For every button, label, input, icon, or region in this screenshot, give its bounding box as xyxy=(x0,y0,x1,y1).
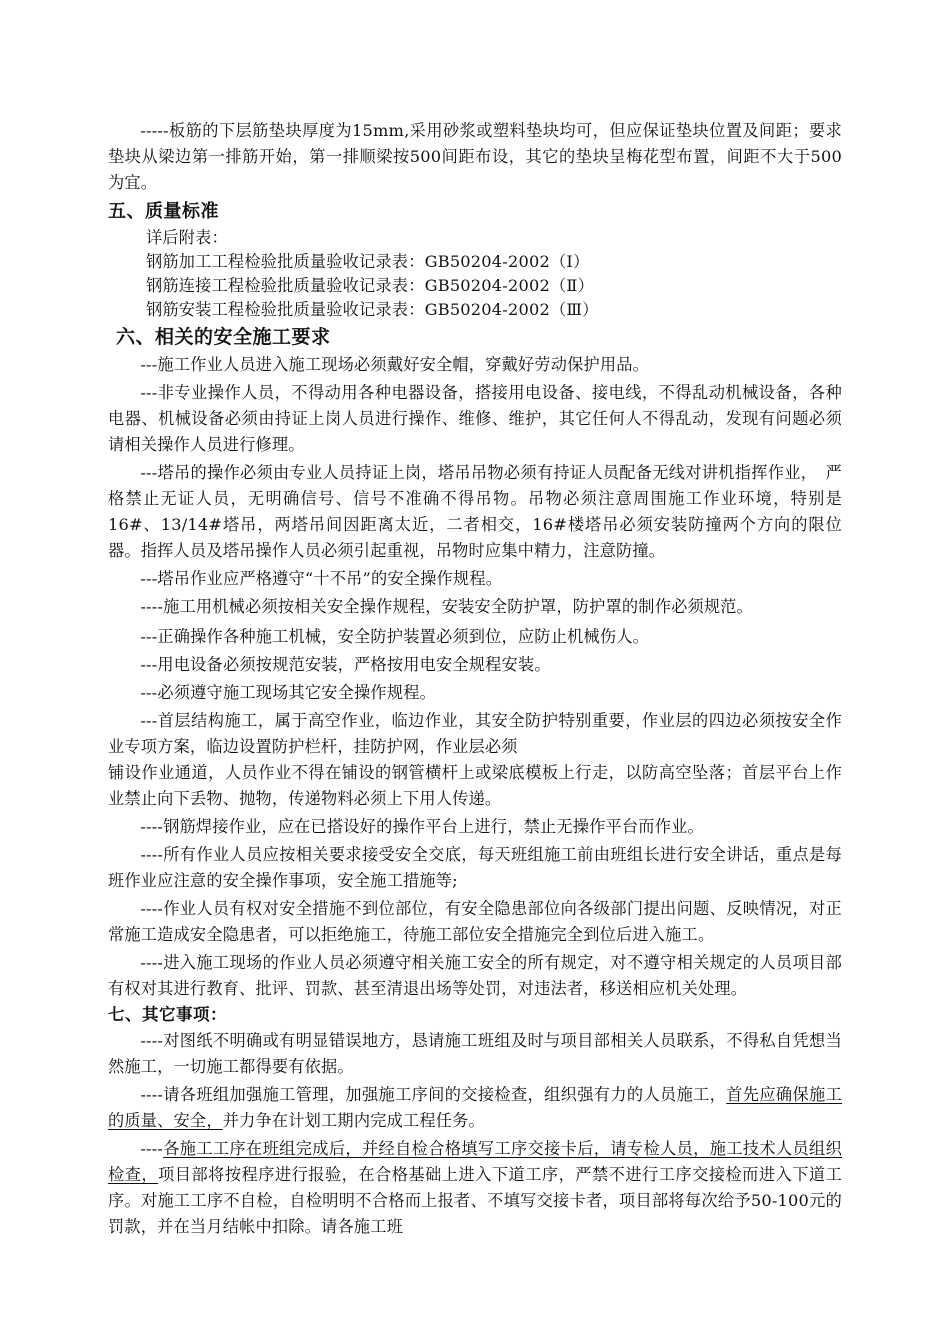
safety-item: ---首层结构施工，属于高空作业，临边作业，其安全防护特别重要，作业层的四边必须按安全作业专项方案，临边设置防护栏杆，挂防护网，作业层必须 xyxy=(108,711,842,756)
safety-item: ----进入施工现场的作业人员必须遵守相关施工安全的所有规定，对不遵守相关规定的人员项目部有权对其进行教育、批评、罚款、甚至清退出场等处罚，对违法者，移送相应机关处理。 xyxy=(108,953,842,998)
safety-item: ---必须遵守施工现场其它安全操作规程。 xyxy=(140,683,436,702)
section-7-heading: 七、其它事项： xyxy=(108,1005,227,1024)
text-span: ----请各班组加强施工管理，加强施工序间的交接检查，组织强有力的人员施工， xyxy=(140,1085,727,1104)
section-5-line: 钢筋安装工程检验批质量验收记录表：GB50204-2002（Ⅲ） xyxy=(146,300,599,319)
other-item-management xyxy=(108,1082,842,1134)
section-5-line: 详后附表： xyxy=(146,228,228,247)
safety-item: ----作业人员有权对安全措施不到位部位，有安全隐患部位向各级部门提出问题、反映情况，对正常施工造成安全隐患者，可以拒绝施工，待施工部位安全措施完全到位后进入施工。 xyxy=(108,899,842,944)
text-span: 并力争在计划工期内完成工程任务。 xyxy=(222,1111,485,1130)
safety-item: ----钢筋焊接作业，应在已搭设好的操作平台上进行，禁止无操作平台而作业。 xyxy=(140,817,704,836)
underlined-text: 各施工工序在班组完成后，并经自检合格填写工序交接卡后，请专检人员，施工技术人员组织检查， xyxy=(108,1139,842,1184)
safety-item-continued: 铺设作业通道，人员作业不得在铺设的钢管横杆上或梁底模板上行走，以防高空坠落；首层平台上作业禁止向下丢物、抛物，传递物料必须上下用人传递。 xyxy=(108,763,842,808)
other-item-drawings: ----对图纸不明确或有明显错误地方，恳请施工班组及时与项目部相关人员联系，不得私自凭想当然施工，一切施工都得要有依据。 xyxy=(108,1031,842,1076)
safety-item: ---施工作业人员进入施工现场必须戴好安全帽，穿戴好劳动保护用品。 xyxy=(140,355,650,374)
safety-item: ---非专业操作人员，不得动用各种电器设备，搭接用电设备、接电线，不得乱动机械设备，各种电器、机械设备必须由持证上岗人员进行操作、维修、维护，其它任何人不得乱动，发现有问题必须请相关操作人员进行修理。 xyxy=(108,383,842,454)
safety-item: ----施工用机械必须按相关安全操作规程，安装安全防护罩，防护罩的制作必须规范。 xyxy=(140,597,754,616)
safety-item: ---正确操作各种施工机械，安全防护装置必须到位，应防止机械伤人。 xyxy=(140,627,650,646)
text-span: ---- xyxy=(140,1139,164,1158)
section-5-line: 钢筋连接工程检验批质量验收记录表：GB50204-2002（Ⅱ） xyxy=(146,276,594,295)
safety-item: ---用电设备必须按规范安装，严格按用电安全规程安装。 xyxy=(140,655,551,674)
document-body xyxy=(108,118,842,1240)
section-6-heading: 六、相关的安全施工要求 xyxy=(116,326,331,348)
section-5-heading: 五、质量标准 xyxy=(108,201,219,222)
underlined-text: 首先应确保施工的质量、安全， xyxy=(108,1085,842,1130)
safety-item: ---塔吊作业应严格遵守“十不吊”的安全操作规程。 xyxy=(140,569,503,588)
rebar-spacer-paragraph: -----板筋的下层筋垫块厚度为15mm,采用砂浆或塑料垫块均可，但应保证垫块位置及间距；要求垫块从梁边第一排筋开始，第一排顺梁按500间距布设，其它的垫块呈梅花型布置，间距不大于500为宜。 xyxy=(108,121,842,192)
safety-item: ---塔吊的操作必须由专业人员持证上岗，塔吊吊物必须有持证人员配备无线对讲机指挥作业， 严格禁止无证人员，无明确信号、信号不准确不得吊物。吊物必须注意周围施工作业环境，特别是16#、13/14#塔吊，两塔吊间因距离太近，二者相交，16#楼塔吊必须安装防撞两个方向的限位器。指挥人员及塔吊操作人员必须引起重视，吊物时应集中精力，注意防撞。 xyxy=(108,463,842,560)
safety-item: ----所有作业人员应按相关要求接受安全交底，每天班组施工前由班组长进行安全讲话，重点是每班作业应注意的安全操作事项，安全施工措施等; xyxy=(108,845,842,890)
other-item-inspection xyxy=(108,1136,842,1240)
section-5-line: 钢筋加工工程检验批质量验收记录表：GB50204-2002（Ⅰ） xyxy=(146,252,590,271)
text-span: 项目部将按程序进行报验，在合格基础上进入下道工序，严禁不进行工序交接检而进入下道工序。对施工工序不自检，自检明明不合格而上报者、不填写交接卡者，项目部将每次给予50-100元的罚款，并在当月结帐中扣除。请各施工班 xyxy=(108,1165,842,1236)
